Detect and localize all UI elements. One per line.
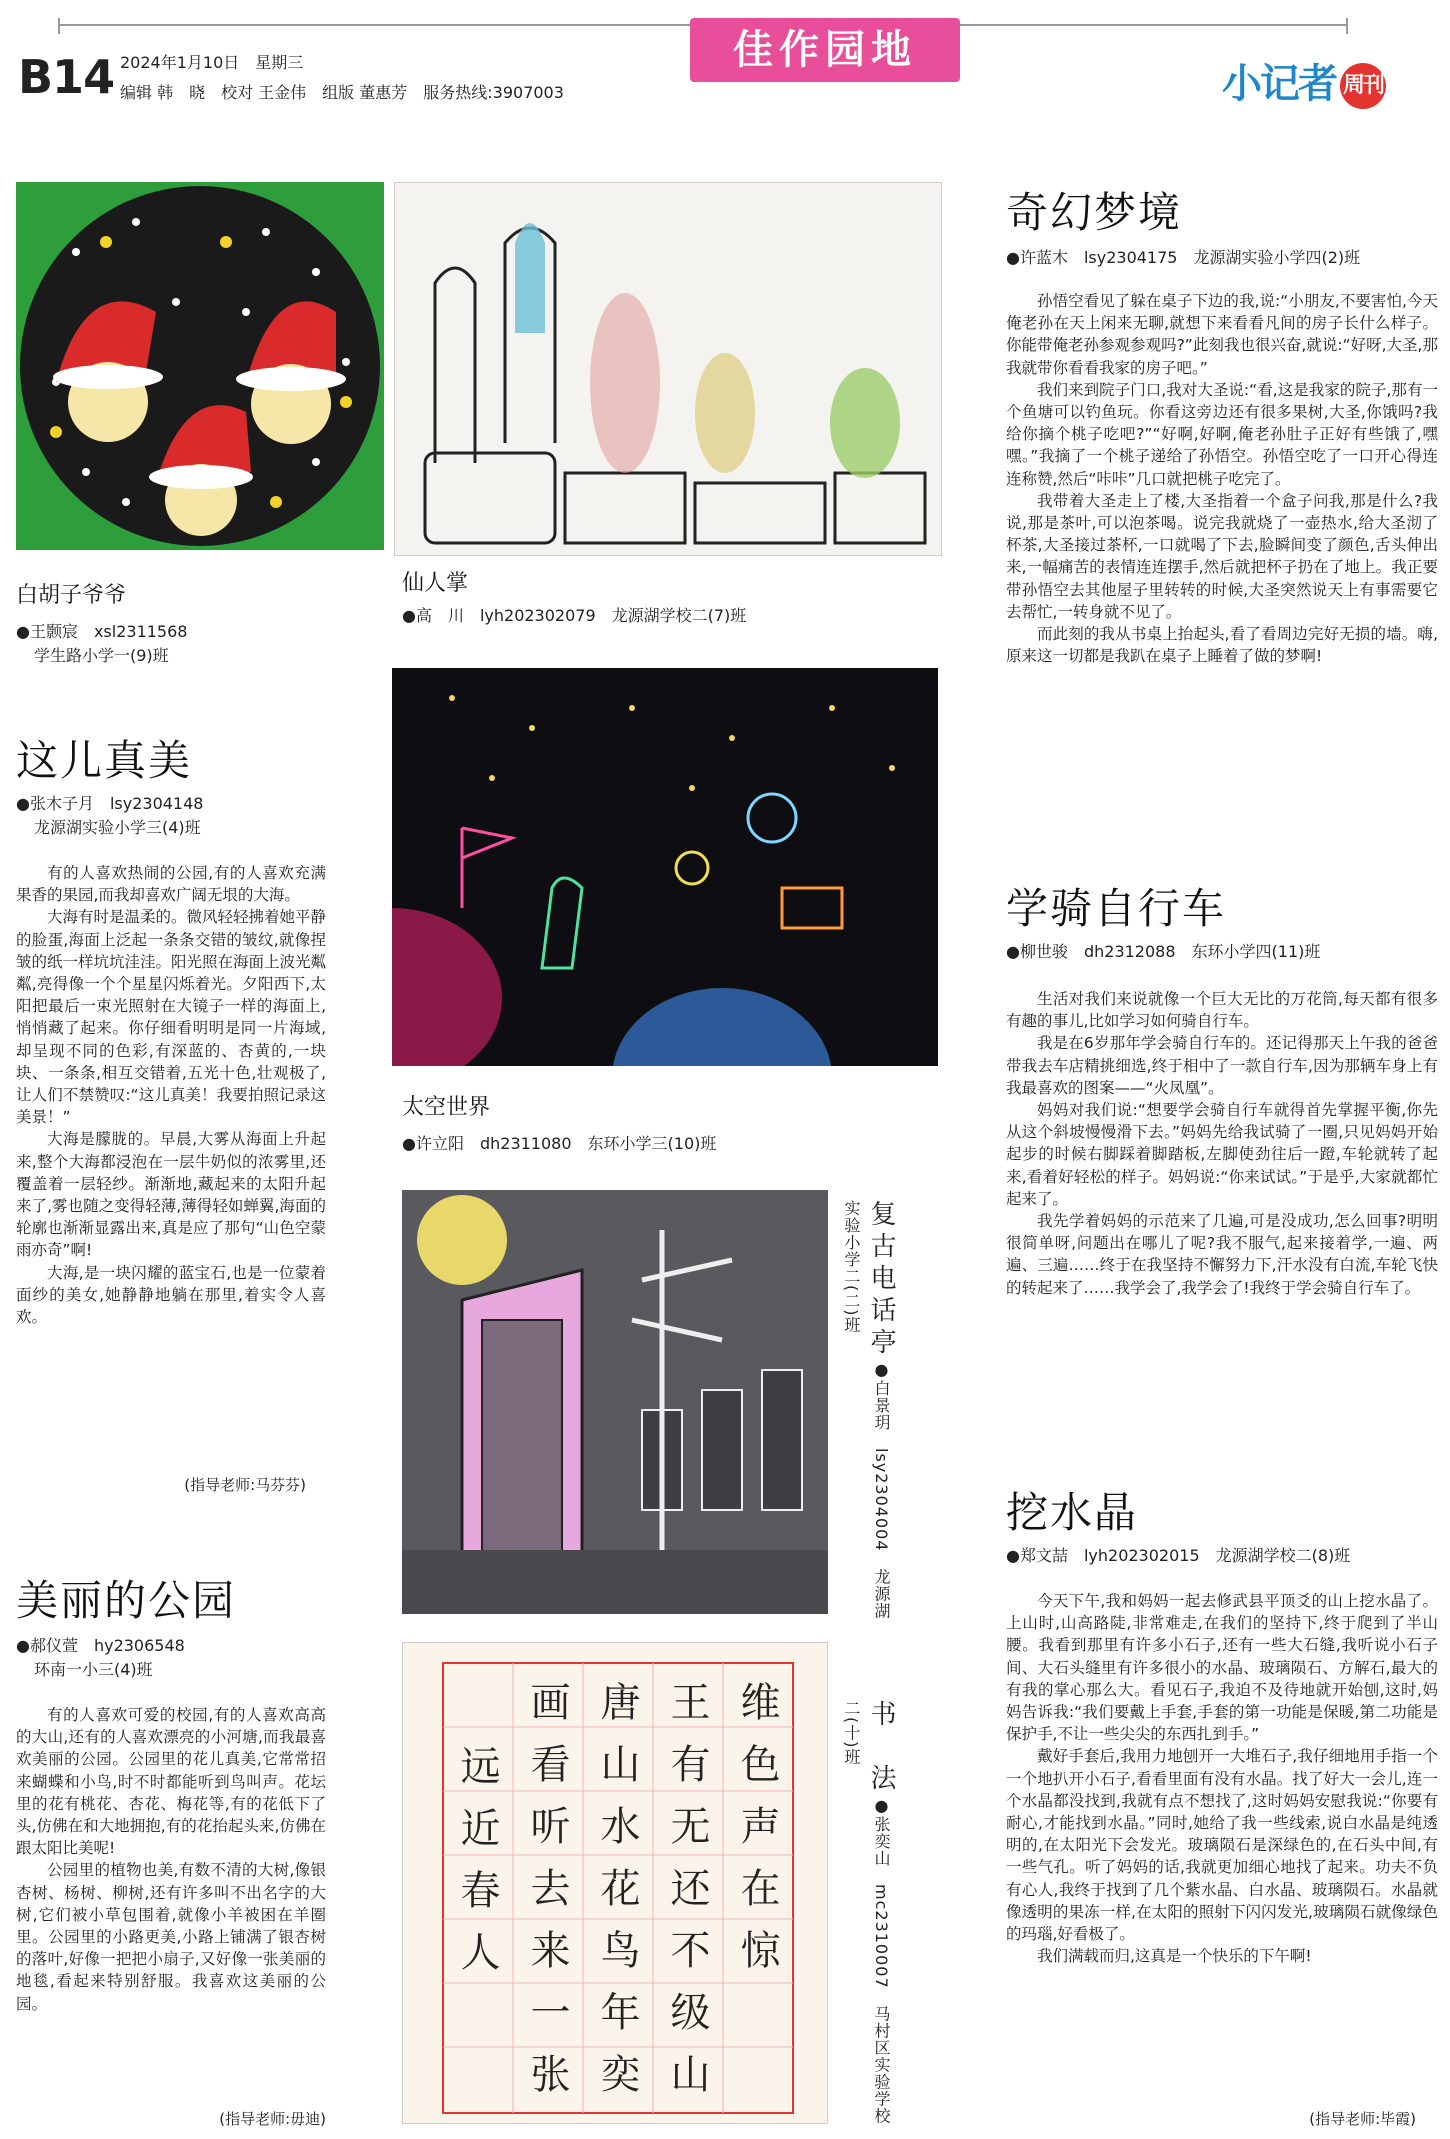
artwork-caption: 白胡子爷爷	[16, 583, 127, 608]
artwork-caption: 仙人掌	[402, 571, 469, 596]
artwork-school: 学生路小学一(9)班	[34, 646, 169, 665]
logo	[1222, 52, 1386, 109]
artwork-author: ●王颢宸 xsl2311568	[16, 622, 188, 641]
santa-artwork	[16, 182, 384, 550]
article-body	[1006, 290, 1438, 667]
artwork-author: ●张奕山 mc2310007 马村区实验学校二(十)班	[842, 1700, 891, 2125]
calligraphy-column: 画看听去来一张	[524, 1681, 570, 2115]
paragraph: 我们来到院子门口,我对大圣说:“看,这是我家的院子,那有一个鱼塘可以钓鱼玩。你看这旁边还有很多果树,大圣,你饿吗?我给你摘个桃子吃吧?”“好啊,好啊,俺老孙肚子正好有些饿了,嘿嘿。”我摘了一个桃子递给了孙悟空。孙悟空吃了一口开心得连连称赞,然后“咔咔”几口就把桃子吃完了。	[1006, 380, 1438, 488]
artwork-caption: 复古电话亭	[866, 1200, 896, 1360]
artwork-caption: 书 法	[866, 1700, 896, 1796]
article-title: 美丽的公园	[16, 1576, 237, 1625]
artwork-author: ●白景玥 lsy2304004 龙源湖实验小学二(二)班	[842, 1200, 891, 1620]
paragraph: 而此刻的我从书桌上抬起头,看了看周边完好无损的墙。嗨,原来这一切都是我趴在桌子上睡着了做的梦啊!	[1006, 625, 1438, 666]
article-body	[1006, 1590, 1438, 1967]
article-title: 这儿真美	[16, 736, 193, 785]
calligraphy-column: 唐山水花鸟年奕	[594, 1681, 640, 2115]
article-title: 奇幻梦境	[1006, 188, 1183, 237]
artwork-caption: 太空世界	[402, 1095, 491, 1120]
paragraph: 妈妈对我们说:“想要学会骑自行车就得首先掌握平衡,你先从这个斜坡慢慢滑下去。”妈妈先给我试骑了一圈,只见妈妈开始起步的时候右脚踩着脚踏板,左脚使劲往后一蹬,车轮就转了起来,看着好轻松的样子。妈妈说:“你来试试。”于是乎,大家就都忙起来了。	[1006, 1101, 1438, 1208]
space-artwork	[392, 668, 938, 1066]
article-author: ●张木子月 lsy2304148	[16, 794, 204, 813]
logo-text: 小记者	[1222, 61, 1336, 107]
page-number: B14	[18, 50, 115, 104]
calligraphy-column: 维色声在惊	[734, 1681, 780, 1991]
paragraph: 我们满载而归,这真是一个快乐的下午啊!	[1037, 1947, 1312, 1966]
artwork-author: ●许立阳 dh2311080 东环小学三(10)班	[402, 1134, 717, 1153]
paragraph: 我先学着妈妈的示范来了几遍,可是没成功,怎么回事?明明很简单呀,问题出在哪儿了呢?我不服气,起来接着学,一遍、两遍、三遍……终于在我坚持不懈努力下,汗水没有白流,车轮飞快的转起来了……我学会了,我学会了!我终于学会骑自行车了。	[1006, 1212, 1438, 1297]
teacher-credit: (指导老师:毕霞)	[1309, 2110, 1416, 2128]
paragraph: 生活对我们来说就像一个巨大无比的万花筒,每天都有很多有趣的事儿,比如学习如何骑自行车。	[1006, 990, 1438, 1031]
paragraph: 大海,是一块闪耀的蓝宝石,也是一位蒙着面纱的美女,她静静地躺在那里,着实令人喜欢。	[16, 1263, 326, 1327]
article-body	[16, 1704, 326, 2015]
paragraph: 公园里的植物也美,有数不清的大树,像银杏树、杨树、柳树,还有许多叫不出名字的大树,它们被小草包围着,就像小羊被困在羊圈里。公园里的小路更美,小路上铺满了银杏树的落叶,好像一把把小扇子,又好像一张美丽的地毯,看起来特别舒服。我喜欢这美丽的公园。	[16, 1861, 326, 2013]
paragraph: 大海有时是温柔的。微风轻轻拂着她平静的脸蛋,海面上泛起一条条交错的皱纹,就像捏皱的纸一样坑坑洼洼。阳光照在海面上波光粼粼,亮得像一个个星星闪烁着光。夕阳西下,太阳把最后一束光照射在大镜子一样的海面上,悄悄藏了起来。你仔细看明明是同一片海域,却呈现不同的色彩,有深蓝的、杏黄的,一块块、一条条,相互交错着,五光十色,壮观极了,让人们不禁赞叹:“这儿真美！我要拍照记录这美景！”	[16, 908, 327, 1127]
article-title: 挖水晶	[1006, 1488, 1139, 1537]
article-school: 环南一小三(4)班	[34, 1660, 153, 1679]
article-body	[1006, 988, 1438, 1299]
artwork-author: ●高 川 lyh202302079 龙源湖学校二(7)班	[402, 606, 747, 625]
logo-badge: 周刊	[1340, 63, 1386, 109]
staff-line: 编辑 韩 晓 校对 王金伟 组版 董惠芳 服务热线:3907003	[120, 83, 564, 102]
section-banner: 佳作园地	[690, 18, 960, 82]
paragraph: 有的人喜欢可爱的校园,有的人喜欢高高的大山,还有的人喜欢漂亮的小河塘,而我最喜欢美丽的公园。公园里的花儿真美,它常常招来蝴蝶和小鸟,时不时都能听到鸟叫声。花坛里的花有桃花、杏花、梅花等,有的花低下了头,仿佛在和大地拥抱,有的花抬起头来,仿佛在跟太阳比美呢!	[16, 1706, 326, 1858]
article-author: ●郝仪萱 hy2306548	[16, 1636, 185, 1655]
article-school: 龙源湖实验小学三(4)班	[34, 818, 201, 837]
article-author: ●许蓝木 lsy2304175 龙源湖实验小学四(2)班	[1006, 248, 1361, 267]
cactus-artwork	[394, 182, 942, 556]
teacher-credit: (指导老师:马芬芬)	[184, 1476, 306, 1494]
header-tick	[58, 18, 60, 34]
article-author: ●柳世骏 dh2312088 东环小学四(11)班	[1006, 942, 1321, 961]
paragraph: 我是在6岁那年学会骑自行车的。还记得那天上午我的爸爸带我去车店精挑细选,终于相中了一款自行车,因为那辆车身上有我最喜欢的图案——“火凤凰”。	[1006, 1034, 1438, 1097]
article-title: 学骑自行车	[1006, 884, 1227, 933]
date-line: 2024年1月10日 星期三	[120, 53, 304, 72]
paragraph: 我带着大圣走上了楼,大圣指着一个盒子问我,那是什么?我说,那是茶叶,可以泡茶喝。说完我就烧了一壶热水,给大圣沏了杯茶,大圣接过茶杯,一口就喝了下去,脸瞬间变了颜色,舌头伸出来,一幅痛苦的表情连连摆手,然后就把杯子扔在了地上。我正要带孙悟空去其他屋子里转转的时候,大圣突然说天上有事需要它去帮忙,一转身就不见了。	[1006, 491, 1438, 621]
paragraph: 孙悟空看见了躲在桌子下边的我,说:“小朋友,不要害怕,今天俺老孙在天上闲来无聊,就想下来看看凡间的房子长什么样子。你能带俺老孙参观参观吗?”此刻我也很兴奋,就说:“好呀,大圣,那我就带你看看我家的房子吧。”	[1006, 292, 1438, 377]
paragraph: 大海是朦胧的。早晨,大雾从海面上升起来,整个大海都浸泡在一层牛奶似的浓雾里,还覆盖着一层轻纱。渐渐地,藏起来的太阳升起来了,雾也随之变得轻薄,薄得轻如蝉翼,海面的轮廓也渐渐显露出来,真是应了那句“山色空蒙雨亦奇”啊!	[16, 1130, 326, 1260]
phone-booth-artwork	[402, 1190, 828, 1614]
paragraph: 戴好手套后,我用力地刨开一大堆石子,我仔细地用手指一个一个地扒开小石子,看看里面有没有水晶。找了好大一会儿,连一个水晶都没找到,我就有点不想找了,这时妈妈安慰我说:“你要有耐心,才能找到水晶。”同时,她给了我一些线索,说白水晶是纯透明的,在太阳光下会发光。玻璃陨石是深绿色的,在石头中间,有一些气孔。听了妈妈的话,我就更加细心地找了起来。功夫不负有心人,我终于找到了几个紫水晶、白水晶、玻璃陨石。水晶就像透明的果冻一样,在太阳的照射下闪闪发光,玻璃陨石就像绿色的玛瑙,好看极了。	[1006, 1747, 1438, 1944]
teacher-credit: (指导老师:毋迪)	[219, 2110, 326, 2128]
paragraph: 有的人喜欢热闹的公园,有的人喜欢充满果香的果园,而我却喜欢广阔无垠的大海。	[16, 864, 326, 905]
article-author: ●郑文喆 lyh202302015 龙源湖学校二(8)班	[1006, 1546, 1351, 1565]
calligraphy-artwork	[402, 1642, 828, 2124]
paragraph: 今天下午,我和妈妈一起去修武县平顶爻的山上挖水晶了。上山时,山高路陡,非常难走,在我们的坚持下,终于爬到了半山腰。我看到那里有许多小石子,还有一些大石缝,我听说小石子间、大石头缝里有许多很小的水晶、玻璃陨石、方解石,最大的有我的掌心那么大。看见石子,我迫不及待地就开始刨,这时,妈妈告诉我:“我们要戴上手套,手套的第一功能是保暖,第二功能是保护手,不让一些尖尖的东西扎到手。”	[1006, 1592, 1438, 1744]
phone-booth-credit	[840, 1200, 900, 1620]
header-tick	[1346, 18, 1348, 34]
calligraphy-column: 王有无还不级山	[664, 1681, 710, 2115]
calligraphy-column: 远近春人	[454, 1745, 500, 1993]
calligraphy-credit	[840, 1700, 900, 2130]
article-body	[16, 862, 326, 1328]
